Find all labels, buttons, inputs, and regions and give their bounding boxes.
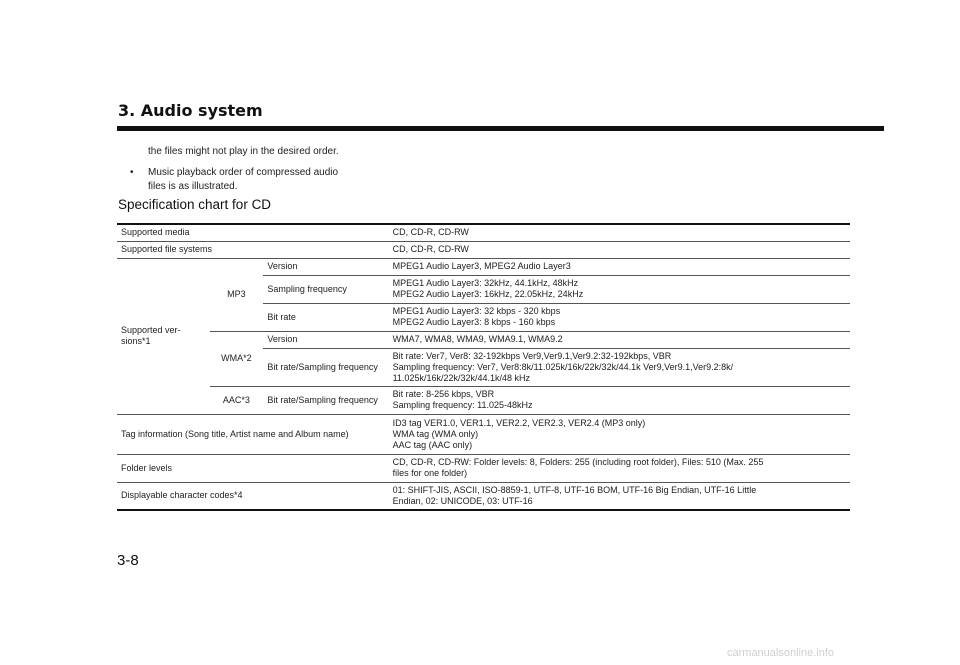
- page-section-title: 3. Audio system: [118, 101, 263, 120]
- mp3-sampling-value: MPEG1 Audio Layer3: 32kHz, 44.1kHz, 48kHz MPEG2 Audio Layer3: 16kHz, 22.05kHz, 24kHz: [389, 275, 850, 303]
- row-label-supported-media: Supported media: [121, 227, 190, 238]
- mp3-version-label: Version: [263, 258, 388, 275]
- aac-brsf-value: Bit rate: 8-256 kbps, VBR Sampling frequency: 11.025-48kHz: [389, 386, 850, 414]
- table-row: [117, 414, 850, 454]
- aac-brsf-label: Bit rate/Sampling frequency: [263, 386, 388, 414]
- wma-version-label: Version: [263, 331, 388, 348]
- row-value-char-codes: 01: SHIFT-JIS, ASCII, ISO-8859-1, UTF-8, UTF-16 BOM, UTF-16 Big Endian, UTF-16 Little Endian, 02: UNICODE, 03: UTF-16: [389, 482, 850, 510]
- mp3-sampling-label: Sampling frequency: [263, 275, 388, 303]
- title-rule: [117, 126, 884, 131]
- mp3-version-value: MPEG1 Audio Layer3, MPEG2 Audio Layer3: [389, 258, 850, 275]
- table-row: [117, 386, 850, 414]
- row-label-supported-fs: Supported file systems: [117, 241, 389, 258]
- row-value-supported-media: CD, CD-R, CD-RW: [392, 227, 469, 238]
- table-row: [117, 482, 850, 510]
- wma-brsf-label: Bit rate/Sampling frequency: [263, 348, 388, 386]
- table-row: [117, 258, 850, 275]
- format-aac-label: AAC*3: [210, 386, 264, 414]
- wma-brsf-value: Bit rate: Ver7, Ver8: 32-192kbps Ver9,Ver9.1,Ver9.2:32-192kbps, VBR Sampling frequency: Ver7, Ver8:8k/11.025k/16k/22k/32k/44.1k Ver9,Ver9.1,Ver9.2:8k/ 11.025k/16k/22k/32k/44.1k/48 kHz: [389, 348, 850, 386]
- spec-chart-heading: Specification chart for CD: [118, 197, 272, 212]
- table-row: [117, 331, 850, 348]
- row-value-tag-info: ID3 tag VER1.0, VER1.1, VER2.2, VER2.3, VER2.4 (MP3 only) WMA tag (WMA only) AAC tag (AAC only): [389, 414, 850, 454]
- row-label-char-codes: Displayable character codes*4: [117, 482, 389, 510]
- watermark: carmanualsonline.info: [727, 647, 835, 659]
- row-value-supported-fs: CD, CD-R, CD-RW: [389, 241, 850, 258]
- format-mp3-label: MP3: [210, 258, 264, 331]
- row-value-folder-levels: CD, CD-R, CD-RW: Folder levels: 8, Folders: 255 (including root folder), Files: 510 (Max. 255 files for one folder): [389, 454, 850, 482]
- table-row: [117, 241, 850, 258]
- row-label-tag-info: Tag information (Song title, Artist name and Album name): [117, 414, 389, 454]
- wma-version-value: WMA7, WMA8, WMA9, WMA9.1, WMA9.2: [389, 331, 850, 348]
- table-row: [117, 454, 850, 482]
- bullet-dot: •: [130, 167, 134, 178]
- format-wma-label: WMA*2: [210, 331, 264, 386]
- page-number: 3-8: [117, 552, 139, 569]
- row-label-folder-levels: Folder levels: [117, 454, 389, 482]
- continued-text: the files might not play in the desired order.: [148, 146, 339, 157]
- spec-table: [117, 223, 850, 511]
- supported-versions-label: Supported ver- sions*1: [117, 258, 210, 414]
- bullet-line-2: files is as illustrated.: [148, 181, 238, 192]
- bullet-line-1: Music playback order of compressed audio: [148, 167, 339, 178]
- mp3-bitrate-value: MPEG1 Audio Layer3: 32 kbps - 320 kbps MPEG2 Audio Layer3: 8 kbps - 160 kbps: [389, 303, 850, 331]
- bullet-paragraph: [148, 166, 388, 194]
- mp3-bitrate-label: Bit rate: [263, 303, 388, 331]
- table-row: [117, 224, 850, 241]
